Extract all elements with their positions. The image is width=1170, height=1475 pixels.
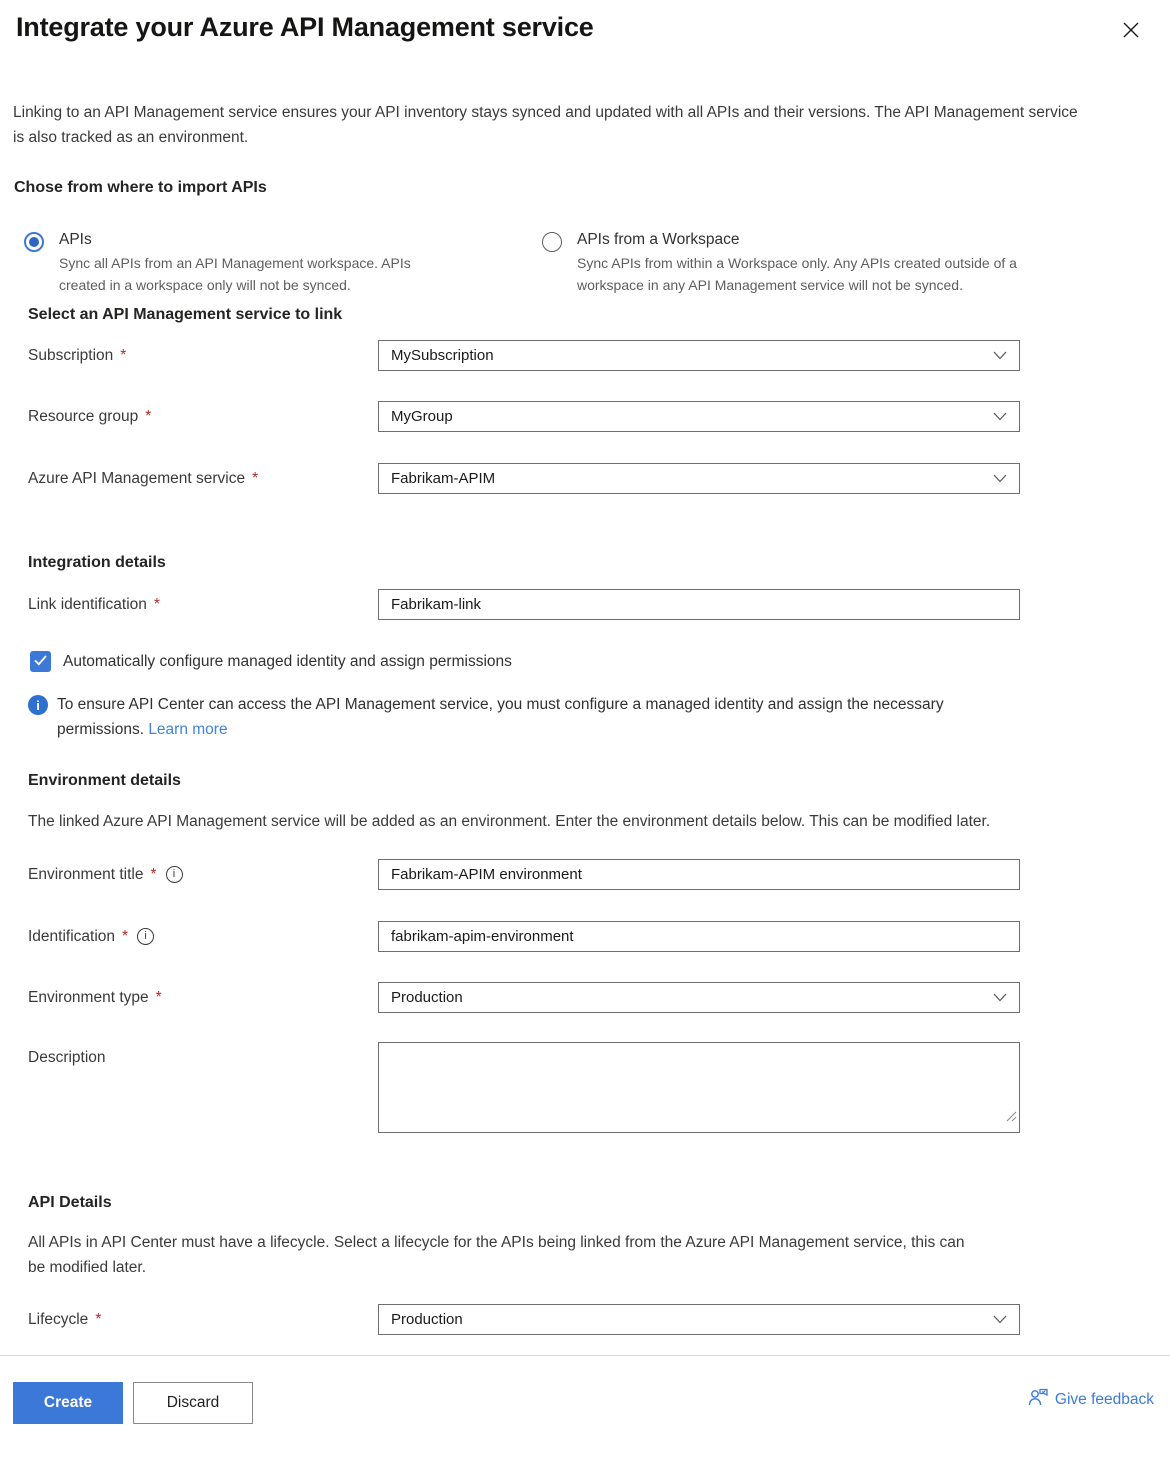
environment-type-row	[28, 982, 1170, 1013]
chevron-down-icon	[993, 989, 1007, 1006]
managed-identity-checkbox-label: Automatically configure managed identity and assign permissions	[63, 652, 512, 670]
required-marker: *	[95, 1310, 102, 1328]
environment-type-label	[28, 989, 378, 1007]
description-row	[28, 1042, 1170, 1133]
environment-title-row	[28, 859, 1170, 890]
apim-service-dropdown[interactable]	[378, 463, 1020, 494]
import-options-group	[24, 231, 1170, 296]
managed-identity-info-message	[28, 692, 1170, 742]
identification-input[interactable]	[378, 921, 1020, 952]
label-text: Azure API Management service	[28, 469, 246, 487]
label-text: Description	[28, 1049, 106, 1066]
label-text: Identification	[28, 927, 116, 945]
required-marker: *	[145, 407, 152, 425]
description-textarea[interactable]	[378, 1042, 1020, 1133]
feedback-label: Give feedback	[1054, 1390, 1154, 1408]
environment-type-value: Production	[391, 989, 463, 1006]
discard-button[interactable]: Discard	[133, 1382, 253, 1424]
identification-label	[28, 928, 378, 946]
create-button[interactable]: Create	[13, 1382, 123, 1424]
chevron-down-icon	[993, 408, 1007, 425]
required-marker: *	[153, 595, 160, 613]
footer-divider	[0, 1355, 1170, 1356]
info-tooltip-icon[interactable]: i	[166, 866, 183, 883]
radio-unselected-icon[interactable]	[542, 232, 562, 252]
subscription-value: MySubscription	[391, 347, 494, 364]
info-message-text: To ensure API Center can access the API Management service, you must configure a managed identity and assign the necessary permissions.	[57, 696, 944, 738]
description-label	[28, 1042, 378, 1067]
intro-text: Linking to an API Management service ensures your API inventory stays synced and updated with all APIs and their versions. The API Management service is also tracked as an environment.	[13, 104, 1078, 146]
import-section-heading: Chose from where to import APIs	[14, 179, 267, 196]
link-identification-row	[28, 589, 1170, 620]
environment-section-heading: Environment details	[28, 772, 181, 789]
lifecycle-value: Production	[391, 1311, 463, 1328]
required-marker: *	[252, 469, 259, 487]
radio-option-description: Sync all APIs from an API Management workspace. APIs created in a workspace only will not be synced.	[59, 255, 411, 293]
radio-option-apis-workspace[interactable]	[542, 231, 1170, 296]
resource-group-dropdown[interactable]	[378, 401, 1020, 432]
label-text: Environment type	[28, 988, 149, 1006]
lifecycle-row	[28, 1304, 1170, 1335]
give-feedback-link[interactable]	[1028, 1388, 1154, 1411]
managed-identity-checkbox-row	[30, 651, 1170, 672]
required-marker: *	[155, 988, 162, 1006]
chevron-down-icon	[993, 1311, 1007, 1328]
subscription-dropdown[interactable]	[378, 340, 1020, 371]
environment-type-dropdown[interactable]	[378, 982, 1020, 1013]
api-details-description: All APIs in API Center must have a lifecycle. Select a lifecycle for the APIs being linked from the Azure API Management service, this can be modified later.	[28, 1234, 965, 1276]
managed-identity-checkbox[interactable]	[30, 651, 51, 672]
resource-group-label	[28, 408, 378, 426]
required-marker: *	[122, 927, 129, 945]
label-text: Environment title	[28, 865, 144, 883]
subscription-label	[28, 347, 378, 365]
label-text: Resource group	[28, 407, 139, 425]
lifecycle-label	[28, 1311, 378, 1329]
learn-more-link[interactable]: Learn more	[148, 721, 228, 738]
resource-group-value: MyGroup	[391, 408, 453, 425]
apim-service-row	[28, 463, 1170, 494]
radio-selected-icon[interactable]	[24, 232, 44, 252]
chevron-down-icon	[993, 347, 1007, 364]
identification-row	[28, 921, 1170, 952]
label-text: Subscription	[28, 346, 114, 364]
label-text: Lifecycle	[28, 1310, 89, 1328]
radio-option-label: APIs from a Workspace	[577, 231, 740, 248]
feedback-icon	[1028, 1388, 1048, 1411]
api-details-section-heading: API Details	[28, 1194, 112, 1211]
service-section-heading: Select an API Management service to link	[28, 306, 343, 323]
checkmark-icon	[34, 653, 47, 671]
resource-group-row	[28, 401, 1170, 432]
close-button[interactable]	[1120, 20, 1142, 42]
footer-bar	[0, 1382, 1170, 1424]
apim-service-label	[28, 470, 378, 488]
label-text: Link identification	[28, 595, 147, 613]
info-icon: i	[28, 695, 48, 715]
subscription-row	[28, 340, 1170, 371]
apim-service-value: Fabrikam-APIM	[391, 470, 496, 487]
radio-option-label: APIs	[59, 231, 92, 248]
radio-option-description: Sync APIs from within a Workspace only. Any APIs created outside of a workspace in any API Management service will not be synced.	[577, 255, 1017, 293]
radio-option-apis[interactable]	[24, 231, 542, 296]
environment-title-label	[28, 866, 378, 884]
page-title: Integrate your Azure API Management service	[16, 12, 594, 42]
lifecycle-dropdown[interactable]	[378, 1304, 1020, 1335]
environment-section-description: The linked Azure API Management service will be added as an environment. Enter the environment details below. This can be modified later.	[28, 813, 991, 830]
info-tooltip-icon[interactable]: i	[137, 928, 154, 945]
link-identification-input[interactable]	[378, 589, 1020, 620]
chevron-down-icon	[993, 470, 1007, 487]
integration-section-heading: Integration details	[28, 554, 166, 571]
link-identification-label	[28, 596, 378, 614]
environment-title-input[interactable]	[378, 859, 1020, 890]
required-marker: *	[120, 346, 127, 364]
required-marker: *	[150, 865, 157, 883]
close-icon	[1122, 21, 1140, 42]
